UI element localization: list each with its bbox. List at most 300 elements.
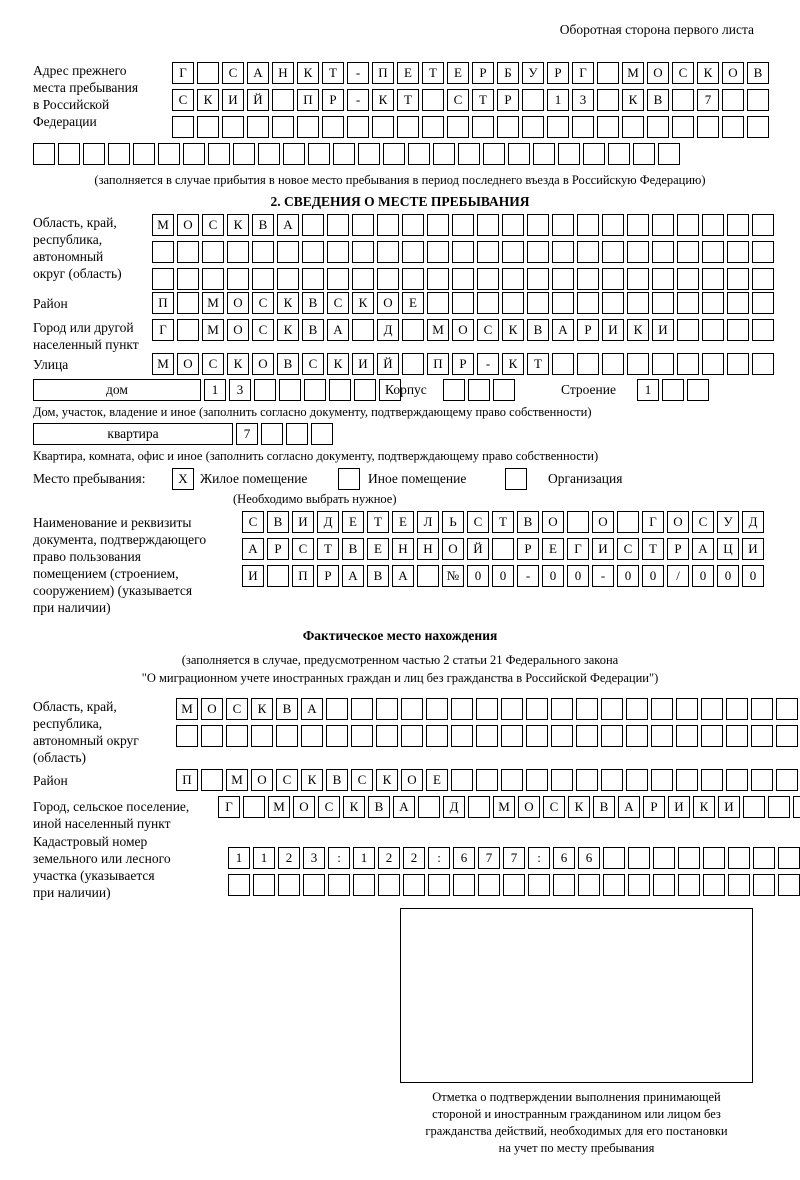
prev-address-cell[interactable]: В	[647, 89, 669, 111]
prev-address-cell[interactable]	[433, 143, 455, 165]
document-cell[interactable]: У	[717, 511, 739, 533]
district-cell[interactable]: О	[377, 292, 399, 314]
region-cell[interactable]	[727, 214, 749, 236]
prev-address-cell[interactable]: П	[372, 62, 394, 84]
cadastral-cell[interactable]	[428, 874, 450, 896]
region-cell[interactable]	[577, 241, 599, 263]
actual-city-cell[interactable]: А	[618, 796, 640, 818]
cadastral-cell[interactable]	[653, 847, 675, 869]
document-cell[interactable]: П	[292, 565, 314, 587]
prev-address-cell[interactable]	[622, 116, 644, 138]
actual-city-cell[interactable]: С	[318, 796, 340, 818]
prev-address-cell[interactable]	[747, 89, 769, 111]
cadastral-cell[interactable]	[628, 847, 650, 869]
prev-address-cell[interactable]: Б	[497, 62, 519, 84]
district-cell[interactable]	[752, 292, 774, 314]
korpus-cell[interactable]	[493, 379, 515, 401]
document-cell[interactable]: С	[617, 538, 639, 560]
prev-address-cell[interactable]: К	[372, 89, 394, 111]
document-cell[interactable]: Д	[317, 511, 339, 533]
region-cell[interactable]	[452, 268, 474, 290]
actual-region-cell[interactable]	[751, 698, 773, 720]
prev-address-row-1[interactable]	[172, 62, 772, 84]
district-cell[interactable]: К	[352, 292, 374, 314]
district-cell[interactable]: С	[327, 292, 349, 314]
region-cell[interactable]	[202, 241, 224, 263]
region-cell[interactable]	[402, 268, 424, 290]
document-cell[interactable]: Е	[367, 538, 389, 560]
actual-city-cell[interactable]: Г	[218, 796, 240, 818]
prev-address-cell[interactable]: Р	[322, 89, 344, 111]
prev-address-cell[interactable]	[83, 143, 105, 165]
actual-district-cell[interactable]	[676, 769, 698, 791]
korpus-cells[interactable]	[443, 379, 518, 401]
actual-district-cell[interactable]: С	[351, 769, 373, 791]
region-row-1[interactable]	[152, 214, 777, 236]
prev-address-cell[interactable]	[358, 143, 380, 165]
actual-city-cell[interactable]	[468, 796, 490, 818]
document-cell[interactable]: Й	[467, 538, 489, 560]
region-cell[interactable]	[152, 241, 174, 263]
prev-address-cell[interactable]	[658, 143, 680, 165]
cadastral-cell[interactable]: 2	[403, 847, 425, 869]
actual-city-cell[interactable]: Р	[643, 796, 665, 818]
region-cell[interactable]	[477, 268, 499, 290]
street-cell[interactable]: С	[202, 353, 224, 375]
region-cell[interactable]	[452, 214, 474, 236]
prev-address-cell[interactable]	[222, 116, 244, 138]
actual-region-cell[interactable]: С	[226, 698, 248, 720]
region-cell[interactable]	[427, 214, 449, 236]
actual-district-cell[interactable]	[651, 769, 673, 791]
actual-district-row[interactable]	[176, 769, 800, 791]
document-cell[interactable]: С	[292, 538, 314, 560]
kvartira-cell[interactable]: 7	[236, 423, 258, 445]
kvartira-cell[interactable]	[286, 423, 308, 445]
cadastral-cell[interactable]: :	[328, 847, 350, 869]
prev-address-cell[interactable]	[133, 143, 155, 165]
actual-region-cell[interactable]: О	[201, 698, 223, 720]
cadastral-cell[interactable]: 7	[478, 847, 500, 869]
cadastral-cell[interactable]	[703, 874, 725, 896]
cadastral-cell[interactable]	[778, 847, 800, 869]
actual-region-cell[interactable]	[401, 698, 423, 720]
district-cell[interactable]	[702, 292, 724, 314]
cadastral-cell[interactable]	[678, 847, 700, 869]
street-cell[interactable]: С	[302, 353, 324, 375]
city-cell[interactable]	[402, 319, 424, 341]
prev-address-cell[interactable]: -	[347, 62, 369, 84]
document-cell[interactable]: Е	[392, 511, 414, 533]
actual-city-cell[interactable]: О	[518, 796, 540, 818]
prev-address-cell[interactable]: Т	[472, 89, 494, 111]
prev-address-cell[interactable]	[233, 143, 255, 165]
city-cell[interactable]: М	[202, 319, 224, 341]
region-row-3[interactable]	[152, 268, 777, 290]
prev-address-cell[interactable]: А	[247, 62, 269, 84]
prev-address-row-2[interactable]	[172, 89, 772, 111]
prev-address-cell[interactable]	[547, 116, 569, 138]
document-cell[interactable]: Е	[342, 511, 364, 533]
district-cell[interactable]	[477, 292, 499, 314]
dom-cell[interactable]	[254, 379, 276, 401]
prev-address-cell[interactable]	[672, 89, 694, 111]
document-cell[interactable]: А	[242, 538, 264, 560]
region-cell[interactable]	[552, 241, 574, 263]
cadastral-cell[interactable]	[303, 874, 325, 896]
document-cell[interactable]: Л	[417, 511, 439, 533]
street-cell[interactable]	[702, 353, 724, 375]
actual-region-cell[interactable]	[501, 698, 523, 720]
cadastral-cell[interactable]	[678, 874, 700, 896]
cadastral-cell[interactable]: 6	[578, 847, 600, 869]
document-cell[interactable]: В	[267, 511, 289, 533]
kvartira-cell[interactable]	[311, 423, 333, 445]
cadastral-cell[interactable]	[378, 874, 400, 896]
prev-address-cell[interactable]	[322, 116, 344, 138]
city-cell[interactable]: К	[277, 319, 299, 341]
region-cell[interactable]	[152, 268, 174, 290]
actual-district-cell[interactable]: Е	[426, 769, 448, 791]
cadastral-cell[interactable]: 1	[228, 847, 250, 869]
document-cell[interactable]	[417, 565, 439, 587]
region-cell[interactable]	[252, 241, 274, 263]
document-cell[interactable]	[617, 511, 639, 533]
street-cell[interactable]: К	[327, 353, 349, 375]
actual-region-row-2[interactable]	[176, 725, 800, 747]
district-cell[interactable]	[527, 292, 549, 314]
prev-address-cell[interactable]	[472, 116, 494, 138]
actual-district-cell[interactable]: В	[326, 769, 348, 791]
prev-address-cell[interactable]: С	[222, 62, 244, 84]
region-cell[interactable]	[752, 241, 774, 263]
prev-address-cell[interactable]	[597, 116, 619, 138]
prev-address-cell[interactable]: 1	[547, 89, 569, 111]
street-cell[interactable]: -	[477, 353, 499, 375]
city-cell[interactable]: В	[527, 319, 549, 341]
region-cell[interactable]	[377, 268, 399, 290]
document-cell[interactable]	[492, 538, 514, 560]
prev-address-cell[interactable]: Н	[272, 62, 294, 84]
actual-city-cell[interactable]: К	[568, 796, 590, 818]
prev-address-cell[interactable]	[572, 116, 594, 138]
district-cell[interactable]	[652, 292, 674, 314]
stay-type-option-2[interactable]: Иное помещение	[368, 471, 467, 486]
prev-address-row-3[interactable]	[172, 116, 772, 138]
street-cell[interactable]	[677, 353, 699, 375]
cadastral-cell[interactable]	[603, 874, 625, 896]
actual-region-cell[interactable]	[551, 698, 573, 720]
prev-address-cell[interactable]: -	[347, 89, 369, 111]
prev-address-cell[interactable]: Р	[472, 62, 494, 84]
region-cell[interactable]	[702, 214, 724, 236]
actual-district-cell[interactable]	[476, 769, 498, 791]
prev-address-cell[interactable]	[558, 143, 580, 165]
stroenie-cell[interactable]: 1	[637, 379, 659, 401]
document-cell[interactable]: Ь	[442, 511, 464, 533]
actual-district-cell[interactable]	[551, 769, 573, 791]
prev-address-cell[interactable]: О	[722, 62, 744, 84]
region-cell[interactable]	[302, 268, 324, 290]
prev-address-cell[interactable]	[158, 143, 180, 165]
kvartira-cell[interactable]	[261, 423, 283, 445]
document-cell[interactable]: А	[692, 538, 714, 560]
region-cell[interactable]	[552, 268, 574, 290]
cadastral-cell[interactable]	[753, 847, 775, 869]
cadastral-cell[interactable]: 2	[278, 847, 300, 869]
document-cell[interactable]: Ц	[717, 538, 739, 560]
district-cell[interactable]	[677, 292, 699, 314]
street-cell[interactable]: П	[427, 353, 449, 375]
prev-address-cell[interactable]: Г	[572, 62, 594, 84]
actual-region-cell[interactable]	[476, 725, 498, 747]
actual-district-cell[interactable]	[451, 769, 473, 791]
city-cell[interactable]: О	[452, 319, 474, 341]
actual-city-cell[interactable]: В	[593, 796, 615, 818]
region-cell[interactable]	[527, 268, 549, 290]
district-cell[interactable]: О	[227, 292, 249, 314]
stay-type-checkbox-1[interactable]: Х	[172, 468, 194, 490]
prev-address-cell[interactable]	[508, 143, 530, 165]
document-cell[interactable]: 0	[642, 565, 664, 587]
document-cell[interactable]: /	[667, 565, 689, 587]
actual-region-cell[interactable]	[626, 725, 648, 747]
district-cell[interactable]	[452, 292, 474, 314]
district-cell[interactable]	[427, 292, 449, 314]
street-cell[interactable]: И	[352, 353, 374, 375]
actual-region-cell[interactable]	[351, 698, 373, 720]
street-cell[interactable]: К	[227, 353, 249, 375]
document-cell[interactable]: А	[342, 565, 364, 587]
city-cell[interactable]: Д	[377, 319, 399, 341]
prev-address-cell[interactable]: С	[447, 89, 469, 111]
prev-address-cell[interactable]: Т	[397, 89, 419, 111]
document-cell[interactable]: 0	[617, 565, 639, 587]
street-cell[interactable]: М	[152, 353, 174, 375]
cadastral-cell[interactable]	[553, 874, 575, 896]
region-cell[interactable]	[752, 214, 774, 236]
document-cell[interactable]: В	[342, 538, 364, 560]
actual-region-cell[interactable]	[701, 698, 723, 720]
document-cell[interactable]: А	[392, 565, 414, 587]
prev-address-cell[interactable]: Т	[422, 62, 444, 84]
city-row[interactable]	[152, 319, 777, 341]
cadastral-cell[interactable]	[728, 847, 750, 869]
prev-address-cell[interactable]	[747, 116, 769, 138]
document-cell[interactable]: И	[592, 538, 614, 560]
prev-address-cell[interactable]: 3	[572, 89, 594, 111]
cadastral-cell[interactable]	[503, 874, 525, 896]
region-cell[interactable]	[627, 268, 649, 290]
actual-region-cell[interactable]	[226, 725, 248, 747]
region-cell[interactable]	[177, 268, 199, 290]
actual-region-cell[interactable]	[676, 698, 698, 720]
region-cell[interactable]	[227, 241, 249, 263]
prev-address-cell[interactable]: 7	[697, 89, 719, 111]
region-cell[interactable]	[477, 214, 499, 236]
document-cell[interactable]: С	[242, 511, 264, 533]
prev-address-cell[interactable]: М	[622, 62, 644, 84]
cadastral-cell[interactable]	[703, 847, 725, 869]
document-cell[interactable]: И	[292, 511, 314, 533]
street-cell[interactable]	[402, 353, 424, 375]
document-cell[interactable]	[267, 565, 289, 587]
prev-address-cell[interactable]: Т	[322, 62, 344, 84]
actual-district-cell[interactable]	[701, 769, 723, 791]
prev-address-cell[interactable]	[183, 143, 205, 165]
document-cell[interactable]: 0	[467, 565, 489, 587]
region-cell[interactable]	[327, 241, 349, 263]
prev-address-cell[interactable]: О	[647, 62, 669, 84]
region-cell[interactable]	[752, 268, 774, 290]
region-cell[interactable]	[677, 214, 699, 236]
document-cell[interactable]: И	[242, 565, 264, 587]
prev-address-cell[interactable]	[422, 116, 444, 138]
region-cell[interactable]	[327, 214, 349, 236]
actual-city-cell[interactable]: М	[493, 796, 515, 818]
region-cell[interactable]	[427, 268, 449, 290]
district-row[interactable]	[152, 292, 777, 314]
actual-region-cell[interactable]	[201, 725, 223, 747]
document-cell[interactable]: В	[517, 511, 539, 533]
dom-cells[interactable]	[204, 379, 404, 401]
cadastral-cell[interactable]: 1	[253, 847, 275, 869]
prev-address-cell[interactable]	[397, 116, 419, 138]
region-cell[interactable]	[702, 241, 724, 263]
dom-cell[interactable]	[279, 379, 301, 401]
actual-region-cell[interactable]	[701, 725, 723, 747]
region-cell[interactable]	[352, 268, 374, 290]
document-cell[interactable]: Е	[542, 538, 564, 560]
region-cell[interactable]	[277, 241, 299, 263]
prev-address-cell[interactable]	[308, 143, 330, 165]
dom-cell[interactable]: 1	[204, 379, 226, 401]
korpus-cell[interactable]	[468, 379, 490, 401]
document-cell[interactable]: 0	[542, 565, 564, 587]
actual-district-cell[interactable]	[751, 769, 773, 791]
document-cell[interactable]	[567, 511, 589, 533]
city-cell[interactable]	[727, 319, 749, 341]
actual-city-cell[interactable]: И	[668, 796, 690, 818]
actual-city-cell[interactable]: А	[393, 796, 415, 818]
actual-region-cell[interactable]	[601, 698, 623, 720]
stroenie-cells[interactable]	[637, 379, 712, 401]
region-cell[interactable]	[502, 241, 524, 263]
region-cell[interactable]	[252, 268, 274, 290]
actual-city-cell[interactable]: О	[293, 796, 315, 818]
actual-region-cell[interactable]	[376, 725, 398, 747]
korpus-cell[interactable]	[443, 379, 465, 401]
region-cell[interactable]	[552, 214, 574, 236]
region-cell[interactable]	[452, 241, 474, 263]
actual-region-cell[interactable]	[351, 725, 373, 747]
region-cell[interactable]	[477, 241, 499, 263]
region-cell[interactable]	[527, 214, 549, 236]
document-cell[interactable]: Р	[267, 538, 289, 560]
actual-region-cell[interactable]	[576, 725, 598, 747]
document-cell[interactable]: Г	[642, 511, 664, 533]
actual-region-cell[interactable]	[526, 725, 548, 747]
district-cell[interactable]	[627, 292, 649, 314]
actual-city-cell[interactable]	[243, 796, 265, 818]
region-cell[interactable]	[377, 241, 399, 263]
actual-region-cell[interactable]	[451, 725, 473, 747]
street-cell[interactable]	[552, 353, 574, 375]
region-cell[interactable]	[402, 214, 424, 236]
region-cell[interactable]	[652, 241, 674, 263]
region-cell[interactable]	[277, 268, 299, 290]
cadastral-cell[interactable]	[628, 874, 650, 896]
actual-region-cell[interactable]	[426, 725, 448, 747]
region-cell[interactable]	[577, 214, 599, 236]
document-cell[interactable]: О	[667, 511, 689, 533]
actual-region-cell[interactable]	[476, 698, 498, 720]
district-cell[interactable]: В	[302, 292, 324, 314]
street-cell[interactable]: О	[177, 353, 199, 375]
prev-address-cell[interactable]: Е	[397, 62, 419, 84]
document-cell[interactable]: Г	[567, 538, 589, 560]
prev-address-cell[interactable]: Р	[547, 62, 569, 84]
street-cell[interactable]	[627, 353, 649, 375]
document-cell[interactable]: 0	[567, 565, 589, 587]
prev-address-cell[interactable]	[347, 116, 369, 138]
region-cell[interactable]	[302, 241, 324, 263]
street-cell[interactable]: Р	[452, 353, 474, 375]
actual-city-cell[interactable]	[418, 796, 440, 818]
actual-region-cell[interactable]	[651, 725, 673, 747]
city-cell[interactable]	[177, 319, 199, 341]
dom-cell[interactable]	[329, 379, 351, 401]
region-cell[interactable]	[602, 241, 624, 263]
cadastral-cell[interactable]: 6	[553, 847, 575, 869]
cadastral-cell[interactable]	[328, 874, 350, 896]
prev-address-cell[interactable]	[108, 143, 130, 165]
actual-district-cell[interactable]	[501, 769, 523, 791]
region-cell[interactable]	[427, 241, 449, 263]
dom-cell[interactable]	[304, 379, 326, 401]
prev-address-cell[interactable]	[408, 143, 430, 165]
district-cell[interactable]	[602, 292, 624, 314]
prev-address-cell[interactable]	[597, 89, 619, 111]
actual-region-cell[interactable]: В	[276, 698, 298, 720]
stay-type-option-3[interactable]: Организация	[548, 471, 623, 486]
prev-address-cell[interactable]	[372, 116, 394, 138]
region-cell[interactable]	[627, 241, 649, 263]
stamp-box[interactable]	[400, 908, 753, 1083]
cadastral-cell[interactable]: :	[428, 847, 450, 869]
prev-address-cell[interactable]	[533, 143, 555, 165]
prev-address-cell[interactable]	[497, 116, 519, 138]
document-row-2[interactable]	[242, 538, 767, 560]
document-cell[interactable]: -	[517, 565, 539, 587]
region-cell[interactable]	[527, 241, 549, 263]
actual-region-cell[interactable]	[651, 698, 673, 720]
street-cell[interactable]: К	[502, 353, 524, 375]
region-cell[interactable]: В	[252, 214, 274, 236]
region-row-2[interactable]	[152, 241, 777, 263]
prev-address-cell[interactable]: К	[697, 62, 719, 84]
city-cell[interactable]	[702, 319, 724, 341]
city-cell[interactable]: С	[477, 319, 499, 341]
region-cell[interactable]	[352, 214, 374, 236]
document-cell[interactable]: О	[542, 511, 564, 533]
cadastral-cell[interactable]: 1	[353, 847, 375, 869]
actual-district-cell[interactable]: О	[251, 769, 273, 791]
actual-city-cell[interactable]: Д	[443, 796, 465, 818]
prev-address-cell[interactable]	[722, 116, 744, 138]
actual-district-cell[interactable]: О	[401, 769, 423, 791]
document-cell[interactable]: С	[692, 511, 714, 533]
